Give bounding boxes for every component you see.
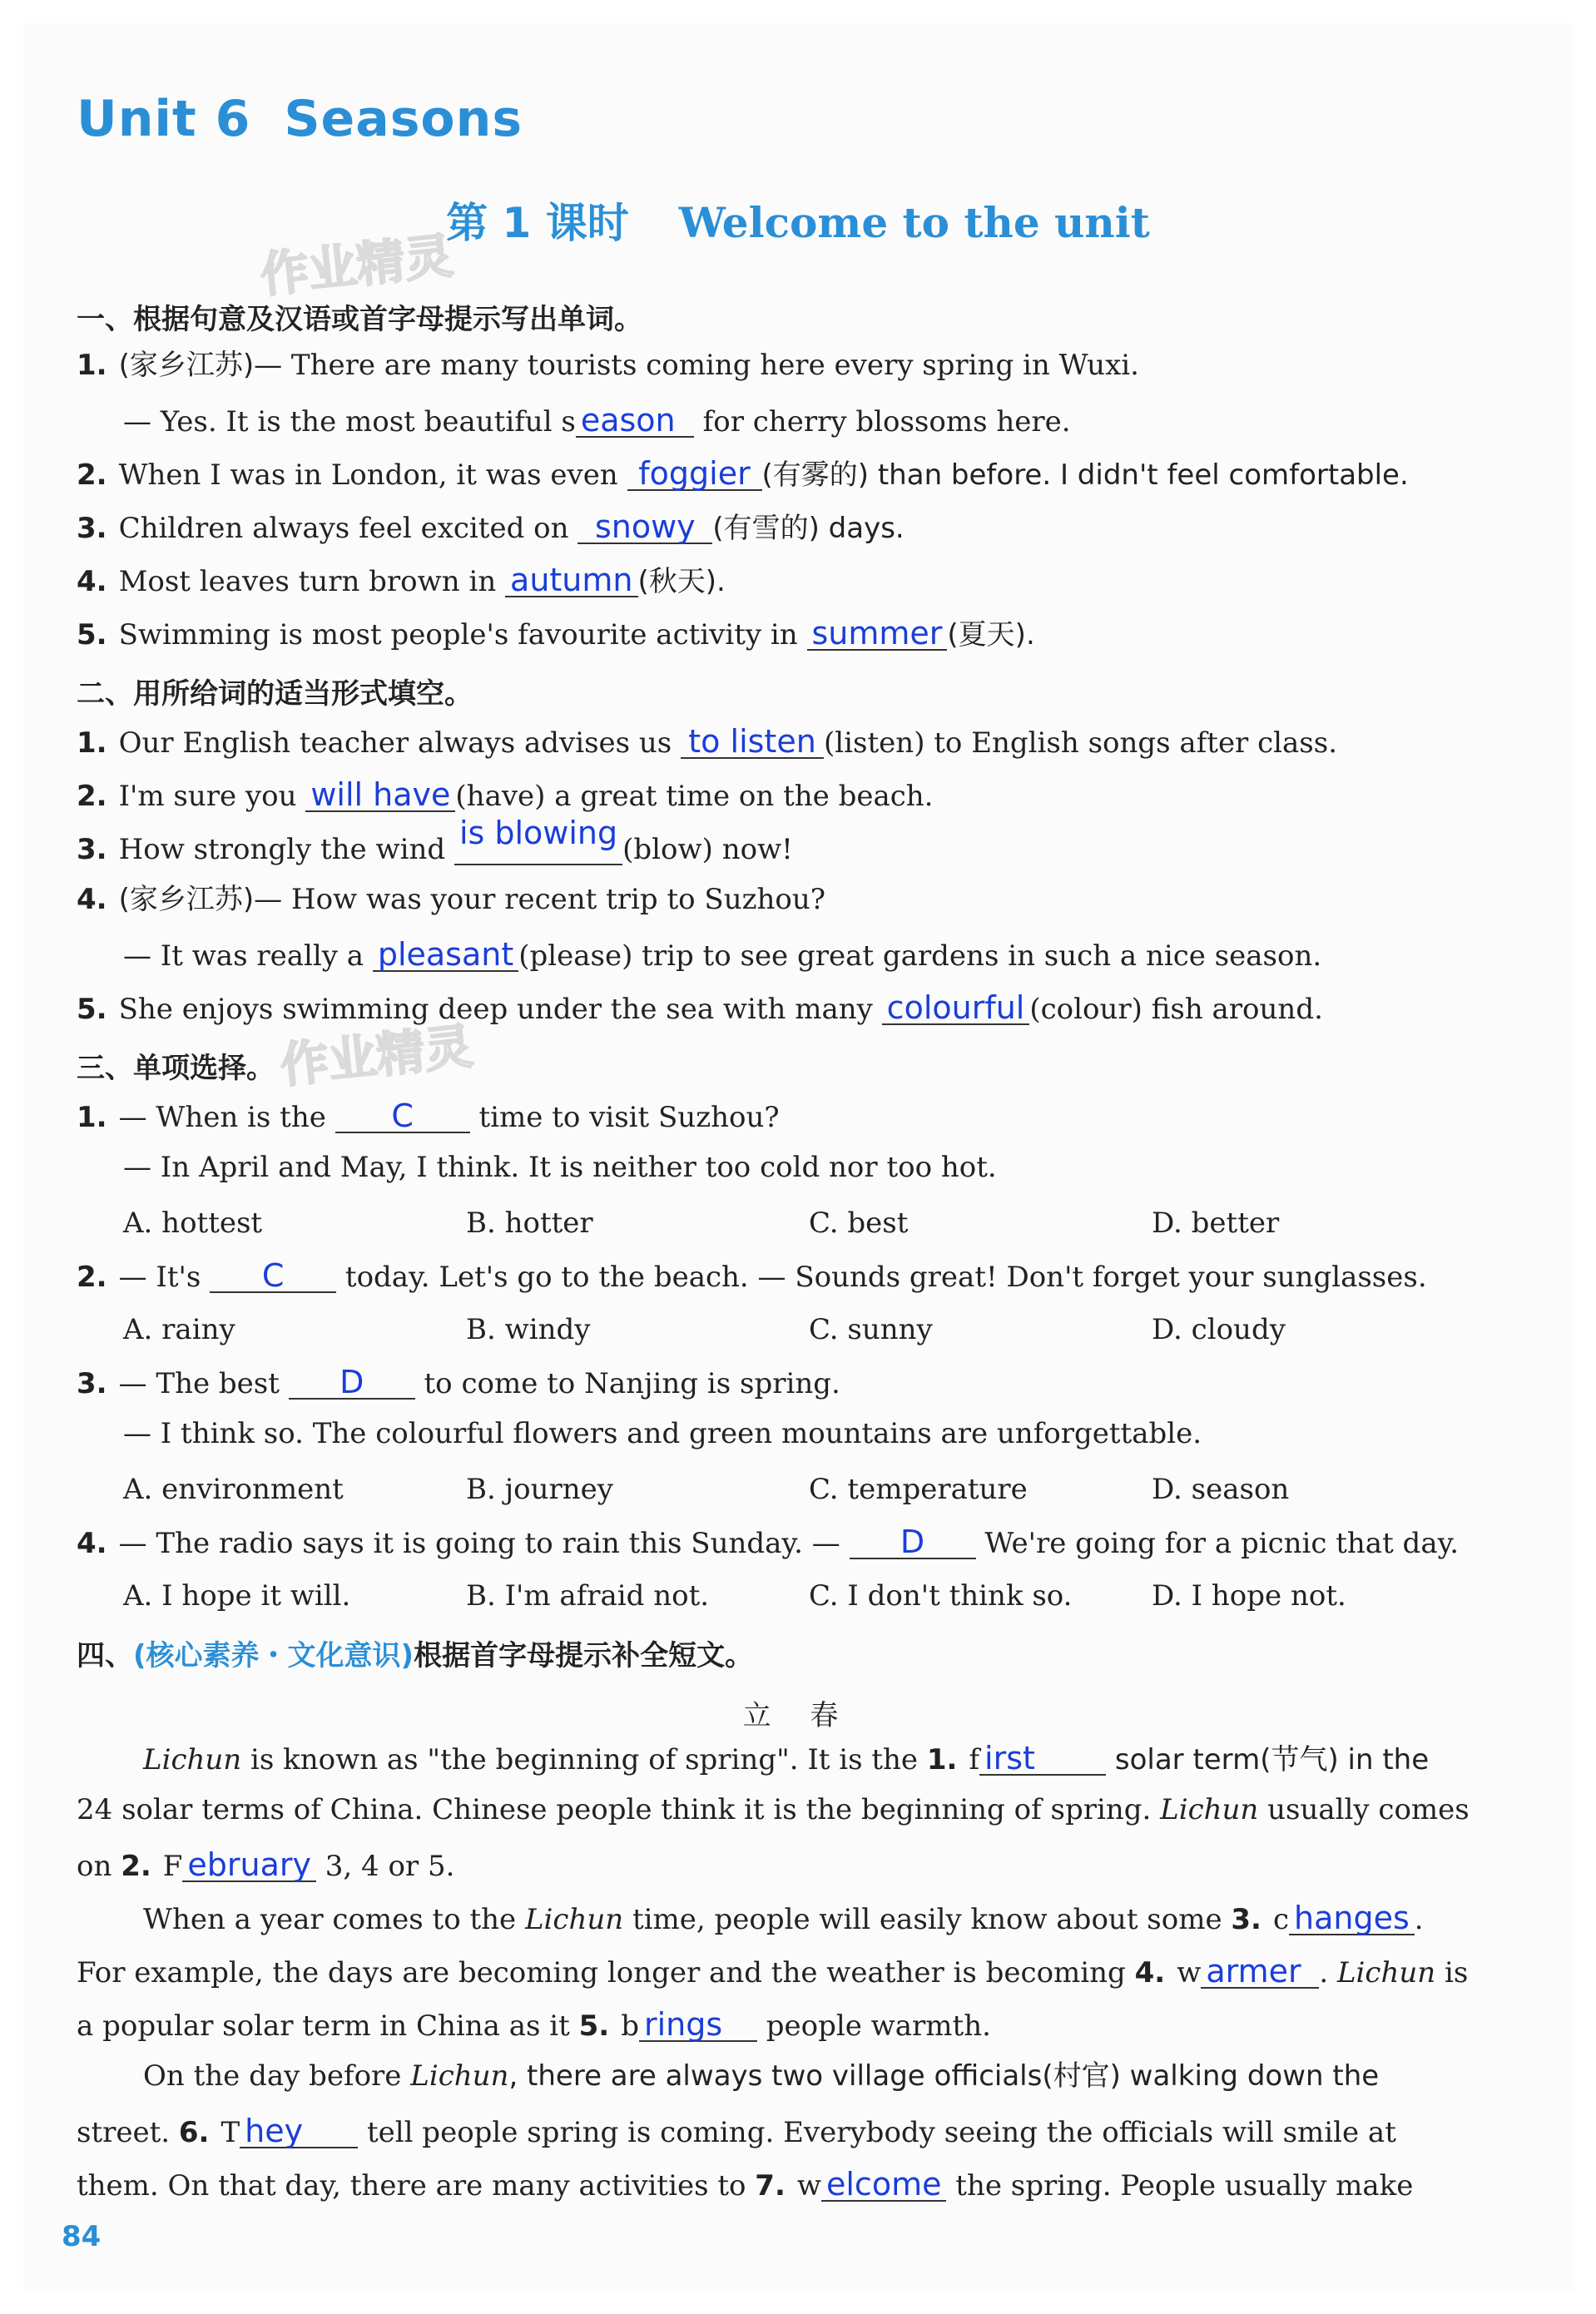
s3-q3-option-d[interactable]: D. season <box>1152 1473 1290 1506</box>
passage-line-1: Lichun is known as "the beginning of spring". It is the 1. f irst solar term(节气) in the <box>143 1740 1430 1776</box>
answer-blank[interactable]: eason <box>576 404 694 438</box>
passage-line-8: street. 6. T hey tell people spring is coming. Everybody seeing the officials will smile at <box>77 2113 1396 2149</box>
s3-q1-option-d[interactable]: D. better <box>1152 1207 1280 1240</box>
watermark: 作业精灵 <box>257 227 456 304</box>
s3-q1-line2: — In April and May, I think. It is neither too cold nor too hot. <box>123 1151 997 1184</box>
s2-q3: 3. How strongly the wind is blowing (blow) now! <box>77 815 793 866</box>
s3-q2-option-a[interactable]: A. rainy <box>123 1313 235 1346</box>
s3-q2-option-c[interactable]: C. sunny <box>809 1313 933 1346</box>
s3-q4-option-b[interactable]: B. I'm afraid not. <box>466 1579 710 1613</box>
answer-blank[interactable]: elcome <box>821 2168 946 2202</box>
section-2-title: 二、用所给词的适当形式填空。 <box>77 677 473 711</box>
s3-q3-line2: — I think so. The colourful flowers and green mountains are unforgettable. <box>123 1417 1202 1450</box>
answer-blank[interactable]: C <box>335 1100 470 1133</box>
s3-q3-option-c[interactable]: C. temperature <box>809 1473 1028 1506</box>
passage-line-7: On the day before Lichun, there are always two village officials(村官) walking down the <box>143 2059 1380 2093</box>
answer-blank[interactable]: C <box>210 1260 336 1293</box>
answer-blank[interactable]: ebruary <box>182 1849 316 1882</box>
answer-blank[interactable]: armer <box>1201 1955 1319 1989</box>
s1-q4: 4. Most leaves turn brown in autumn (秋天). <box>77 562 726 598</box>
passage-line-4: When a year comes to the Lichun time, people will easily know about some 3. c hanges . <box>143 1900 1424 1936</box>
s1-q1-line2: — Yes. It is the most beautiful s eason for cherry blossoms here. <box>123 402 1071 439</box>
s2-q5: 5. She enjoys swimming deep under the sea with many colourful (colour) fish around. <box>77 989 1323 1026</box>
s3-q4-option-c[interactable]: C. I don't think so. <box>809 1579 1073 1613</box>
page-number: 84 <box>62 2220 102 2253</box>
answer-blank[interactable]: hey <box>240 2115 358 2148</box>
answer-blank[interactable]: to listen <box>681 726 824 759</box>
s3-q3-option-a[interactable]: A. environment <box>123 1473 344 1506</box>
s3-q4-option-d[interactable]: D. I hope not. <box>1152 1579 1346 1613</box>
s3-q2-option-b[interactable]: B. windy <box>466 1313 591 1346</box>
passage-line-2: 24 solar terms of China. Chinese people think it is the beginning of spring. Lichun usually comes <box>77 1793 1470 1826</box>
section-1-title: 一、根据句意及汉语或首字母提示写出单词。 <box>77 303 642 336</box>
unit-title: Unit 6 Seasons <box>77 90 523 148</box>
s3-q3-line1: 3. — The best D to come to Nanjing is spring. <box>77 1364 840 1400</box>
answer-blank[interactable]: summer <box>807 617 948 651</box>
passage-line-3: on 2. F ebruary 3, 4 or 5. <box>77 1846 455 1883</box>
answer-blank[interactable]: foggier <box>627 458 762 491</box>
s1-q3: 3. Children always feel excited on snowy (有雪的) days. <box>77 508 905 545</box>
section-3-title: 三、单项选择。 <box>77 1052 275 1085</box>
s3-q1-line1: 1. — When is the C time to visit Suzhou? <box>77 1098 780 1134</box>
s3-q2-option-d[interactable]: D. cloudy <box>1152 1313 1286 1346</box>
s3-q4-line1: 4. — The radio says it is going to rain this Sunday. — D We're going for a picnic that day. <box>77 1524 1460 1560</box>
s3-q2-line1: 2. — It's C today. Let's go to the beach. — Sounds great! Don't forget your sunglasses. <box>77 1257 1427 1294</box>
answer-blank[interactable]: is blowing <box>454 832 622 865</box>
s1-q2: 2. When I was in London, it was even foggier (有雾的) than before. I didn't feel comfortable. <box>77 455 1409 492</box>
s2-q4-line2: — It was really a pleasant (please) trip to see great gardens in such a nice season. <box>123 936 1322 973</box>
s3-q1-option-a[interactable]: A. hottest <box>123 1207 263 1240</box>
answer-blank[interactable]: rings <box>639 2009 757 2042</box>
s3-q4-option-a[interactable]: A. I hope it will. <box>123 1579 351 1613</box>
s3-q3-option-b[interactable]: B. journey <box>466 1473 613 1506</box>
answer-blank[interactable]: irst <box>979 1742 1106 1776</box>
s1-q1-line1: 1. (家乡江苏)— There are many tourists coming here every spring in Wuxi. <box>77 349 1139 382</box>
passage-line-6: a popular solar term in China as it 5. b rings people warmth. <box>77 2006 991 2043</box>
answer-blank[interactable]: D <box>289 1366 415 1400</box>
answer-blank[interactable]: autumn <box>505 564 637 597</box>
answer-blank[interactable]: pleasant <box>373 939 518 972</box>
answer-blank[interactable]: hanges <box>1289 1902 1415 1935</box>
s3-q1-option-c[interactable]: C. best <box>809 1207 909 1240</box>
answer-blank[interactable]: D <box>850 1526 976 1559</box>
s1-q5: 5. Swimming is most people's favourite activity in summer (夏天). <box>77 615 1035 652</box>
s3-q1-option-b[interactable]: B. hotter <box>466 1207 593 1240</box>
passage-line-5: For example, the days are becoming longer and the weather is becoming 4. w armer . Lichun is <box>77 1953 1469 1989</box>
answer-blank[interactable]: will have <box>305 779 455 812</box>
s2-q1: 1. Our English teacher always advises us to listen (listen) to English songs after class. <box>77 723 1338 760</box>
passage-heading: 立 春 <box>742 1699 854 1732</box>
s2-q4-line1: 4. (家乡江苏)— How was your recent trip to Suzhou? <box>77 883 826 916</box>
passage-line-9: them. On that day, there are many activities to 7. w elcome the spring. People usually make <box>77 2166 1414 2203</box>
answer-blank[interactable]: snowy <box>577 511 712 544</box>
section-4-title: 四、(核心素养・文化意识)根据首字母提示补全短文。 <box>77 1639 754 1672</box>
lesson-title: 第 1 课时 Welcome to the unit <box>446 198 1150 247</box>
watermark: 作业精灵 <box>277 1018 476 1094</box>
s2-q2: 2. I'm sure you will have (have) a great time on the beach. <box>77 776 934 813</box>
answer-blank[interactable]: colourful <box>882 992 1030 1025</box>
